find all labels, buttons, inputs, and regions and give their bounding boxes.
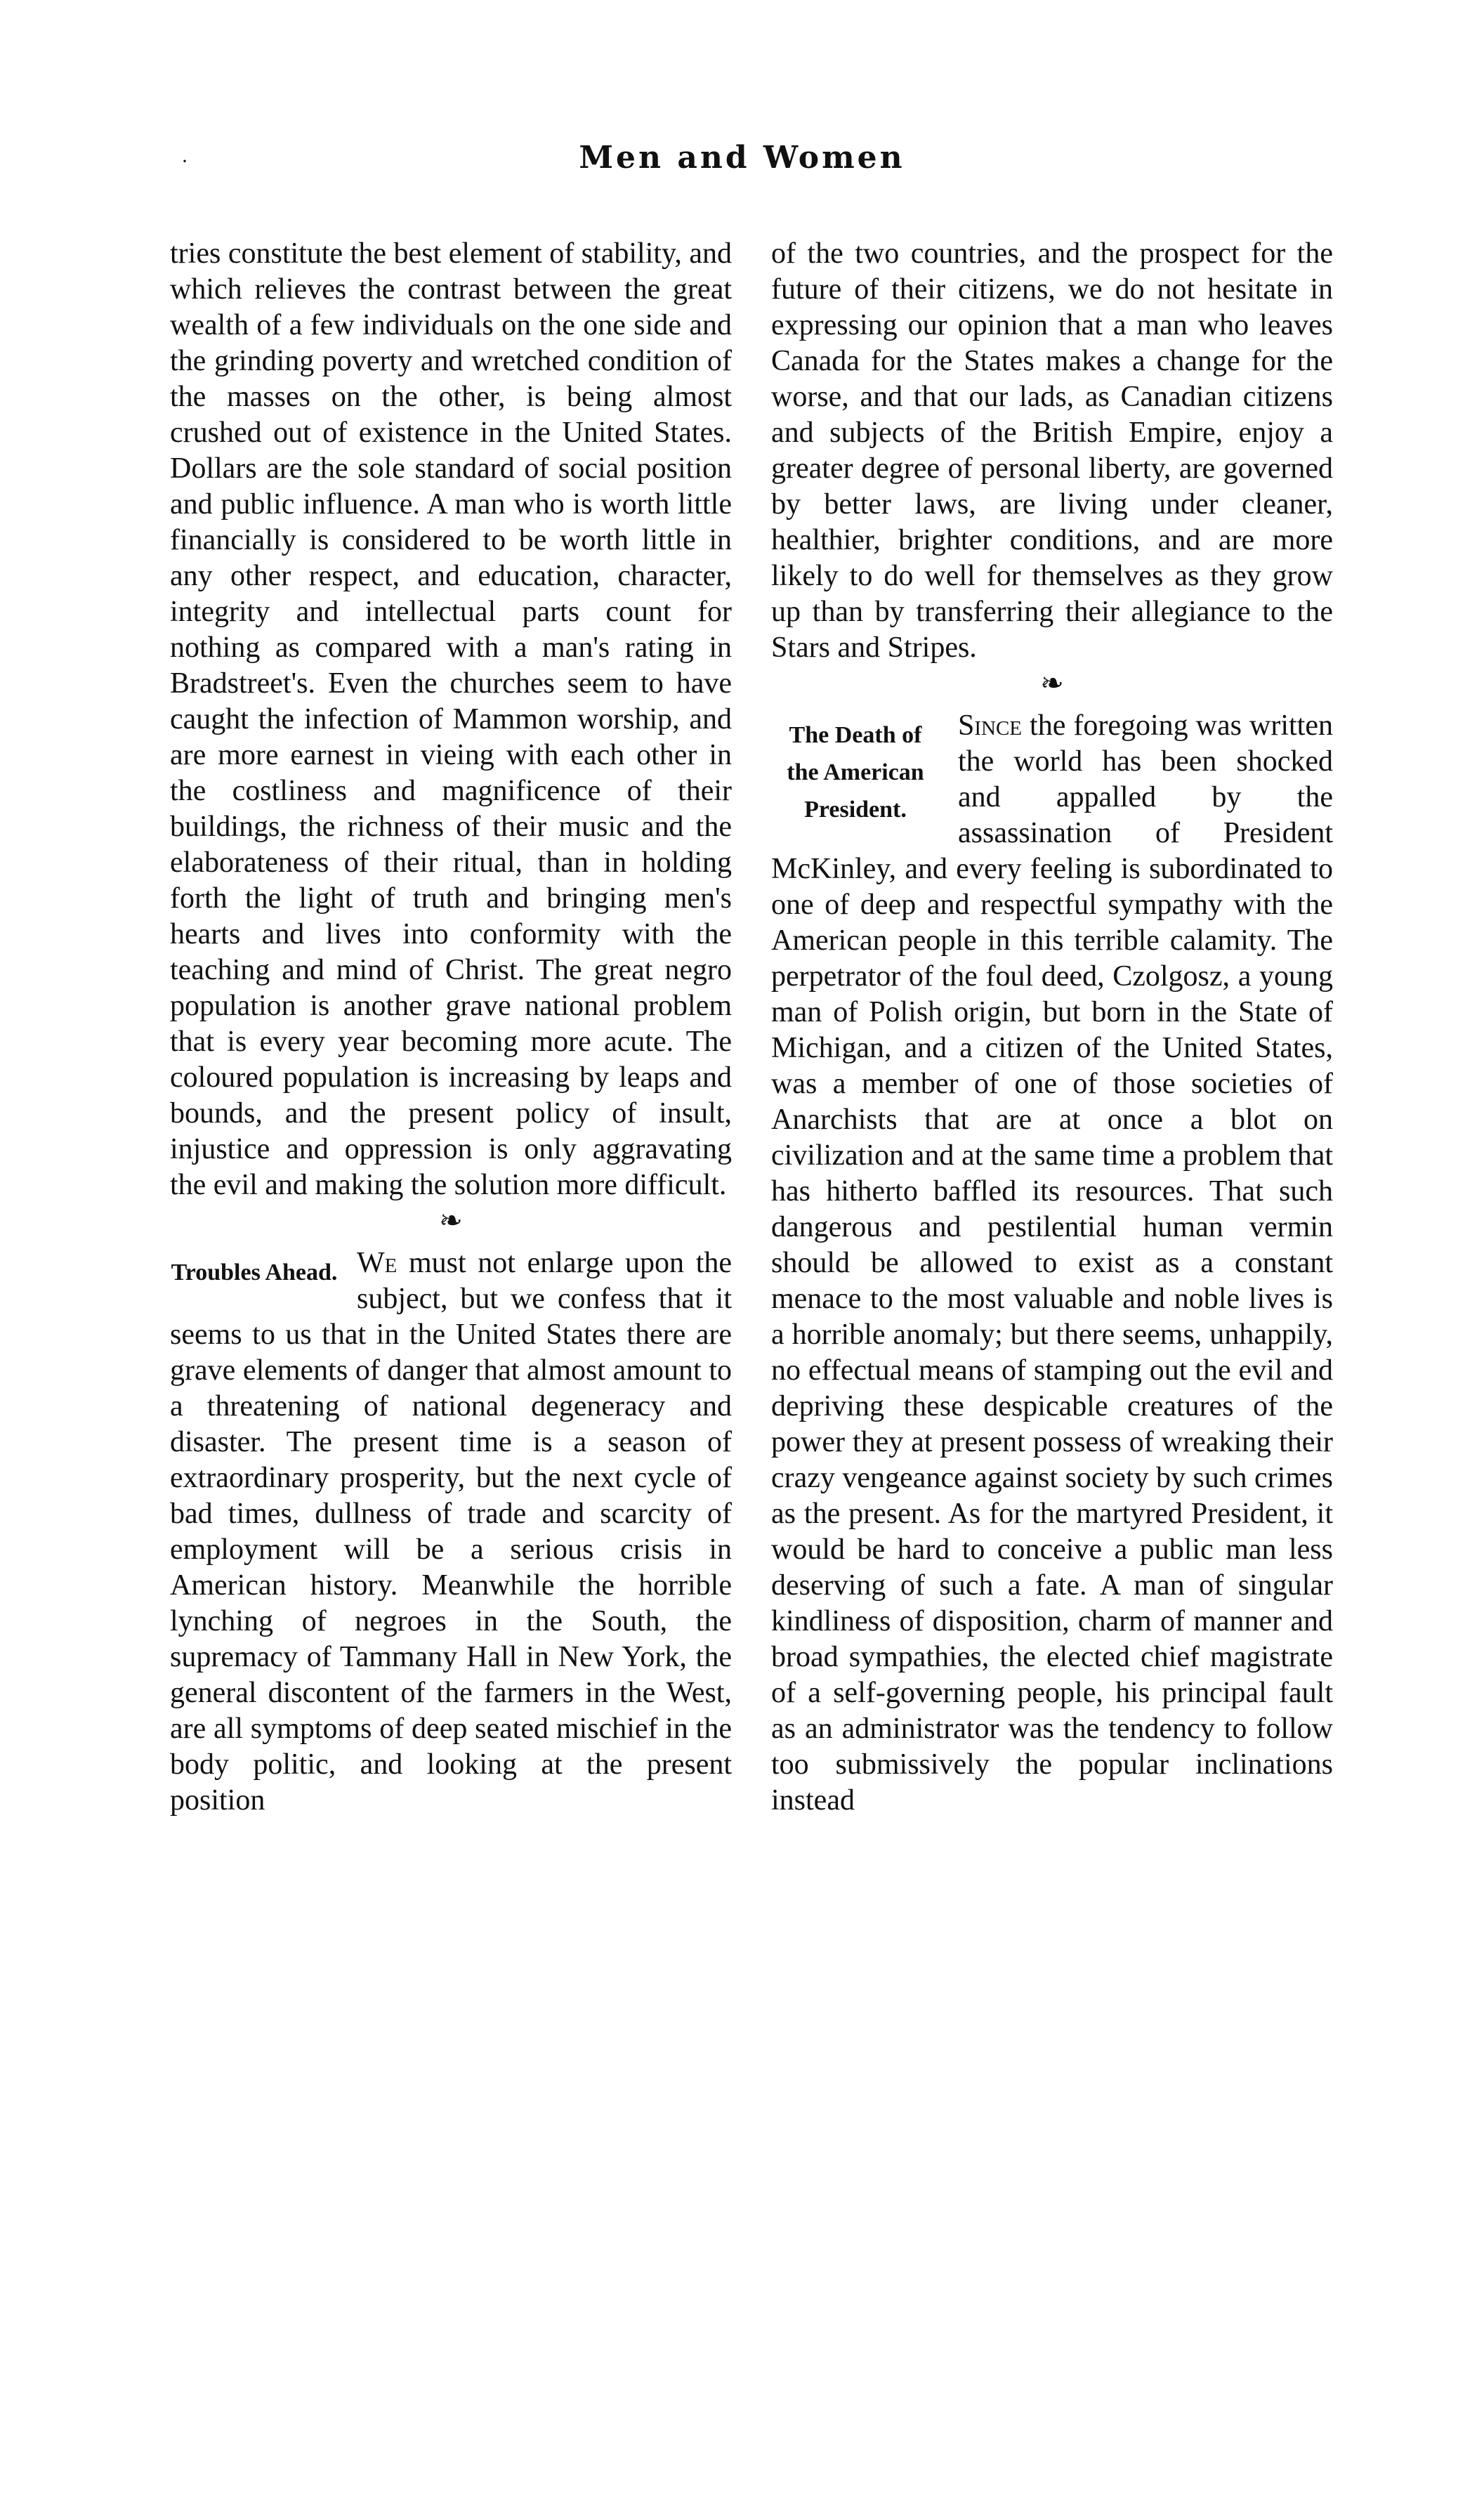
troubles-ahead-paragraph: [170, 1245, 732, 1819]
side-heading-death-of-president: The Death of the American President.: [787, 722, 924, 823]
left-column: [170, 236, 732, 1819]
death-of-president-paragraph: [771, 708, 1333, 1819]
troubles-ahead-first-word: We: [357, 1247, 398, 1279]
right-paragraph-continued: of the two countries, and the prospect for the future of their citizens, we do not hesitate in expressing our opinion that a man who leaves Canada for the States makes a change for the worse, and that our lads, as Canadian citizens and subjects of the British Empire, enjoy a greater degree of personal liberty, are governed by better laws, are living under cleaner, healthier, brighter conditions, and are more likely to do well for themselves as they grow up than by transferring their allegiance to the Stars and Stripes.: [771, 237, 1333, 664]
death-of-president-text: the foregoing was written the world has been shocked and appalled by the assassination of President McKinley, and every feeling is subordinated to one of deep and respectful sympathy with the American people in this terrible calamity. The perpetrator of the foul deed, Czolgosz, a young man of Polish origin, but born in the State of Michigan, and a citizen of the United States, was a member of one of those societies of Anarchists that are at once a blot on civilization and at the same time a problem that has hitherto baffled its resources. That such dangerous and pestilential human vermin should be allowed to exist as a constant menace to the most valuable and noble lives is a horrible anomaly; but there seems, unhappily, no effectual means of stamping out the evil and depriving these despicable creatures of the power they at present possess of wreaking their crazy vengeance against society by such crimes as the present. As for the martyred President, it would be hard to conceive a public man less deserving of such a fate. A man of singular kindliness of disposition, charm of manner and broad sympathies, the elected chief magistrate of a self-governing people, his principal fault as an administrator was the tendency to follow too submissively the popular inclinations instead: [771, 709, 1333, 1817]
page-mark: ·: [181, 150, 188, 173]
running-title: Men and Women: [579, 140, 905, 176]
fleuron-ornament: ❧: [439, 1205, 463, 1236]
side-heading-troubles-ahead: Troubles Ahead.: [171, 1259, 338, 1285]
left-paragraph-continued: tries constitute the best element of stability, and which relieves the contrast between the great wealth of a few individuals on the one side and the grinding poverty and wretched condition of the masses on the other, is being almost crushed out of existence in the United States. Dollars are the sole standard of social position and public influence. A man who is worth little financially is considered to be worth little in any other respect, and education, character, integrity and intellectual parts count for nothing as compared with a man's rating in Bradstreet's. Even the churches seem to have caught the infection of Mammon worship, and are more earnest in vieing with each other in the costliness and magnificence of their buildings, the richness of their music and the elaborateness of their ritual, than in holding forth the light of truth and bringing men's hearts and lives into conformity with the teaching and mind of Christ. The great negro population is another grave national problem that is every year becoming more acute. The coloured population is increasing by leaps and bounds, and the present policy of insult, injustice and oppression is only aggravating the evil and making the solution more difficult.: [170, 237, 732, 1201]
fleuron-ornament: ❧: [1040, 667, 1064, 699]
death-of-president-first-word: Since: [958, 709, 1023, 742]
right-column: [771, 236, 1333, 1819]
troubles-ahead-text: must not enlarge upon the subject, but we confess that it seems to us that in the United States there are grave elements of danger that almost amount to a threatening of national degeneracy and disaster. The present time is a season of extraordinary prosperity, but the next cycle of bad times, dullness of trade and scarcity of employment will be a serious crisis in American history. Meanwhile the horrible lynching of negroes in the South, the supremacy of Tammany Hall in New York, the general discontent of the farmers in the West, are all symptoms of deep seated mischief in the body politic, and looking at the present position: [170, 1247, 732, 1817]
